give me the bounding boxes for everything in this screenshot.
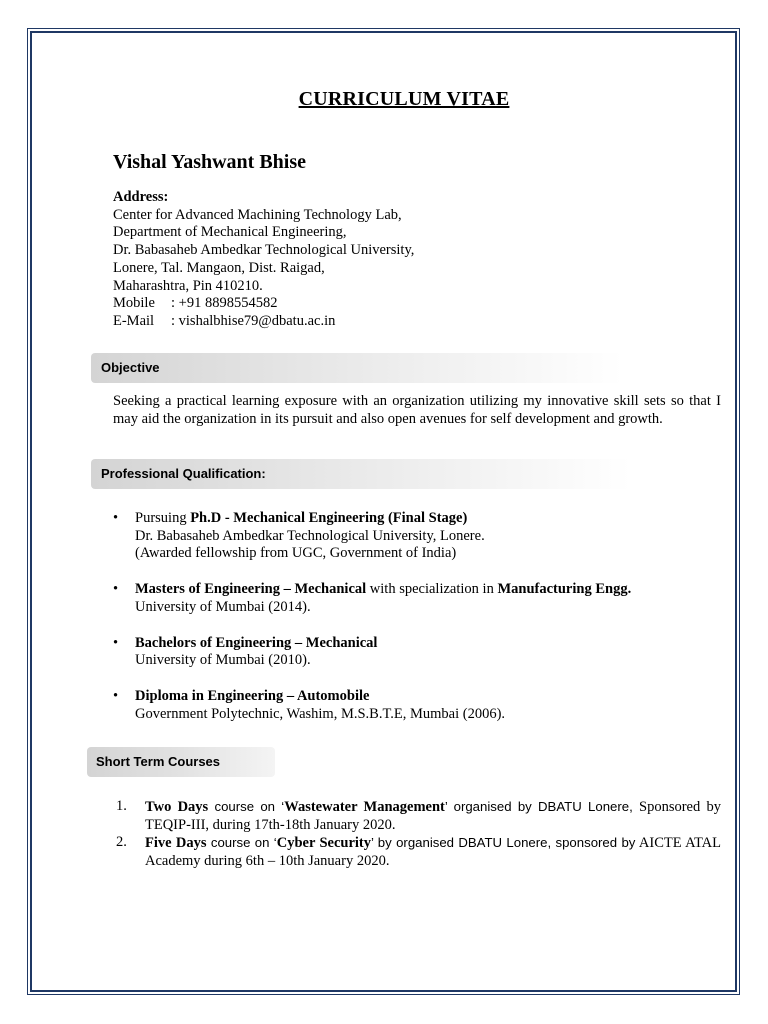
courses-section-bar (87, 747, 275, 777)
address-block (113, 189, 414, 331)
mobile-label: Mobile (113, 295, 155, 312)
qualification-heading: Professional Qualification: (101, 466, 266, 481)
address-heading: Address: (113, 189, 169, 205)
objective-text: Seeking a practical learning exposure with an organization utilizing my innovative skill sets so that I may aid the organization in its pursuit and also open avenues for self development and growth. (113, 393, 721, 427)
qualification-list (113, 510, 723, 741)
qualification-detail: Government Polytechnic, Washim, M.S.B.T.E, Mumbai (2006). (135, 705, 506, 722)
mobile-line (113, 295, 414, 313)
bullet-icon: • (113, 687, 119, 704)
email-line (113, 313, 414, 331)
bullet-icon: • (113, 510, 119, 526)
address-line: Maharashtra, Pin 410210. (113, 277, 263, 294)
course-number: 1. (116, 798, 127, 814)
address-line: Department of Mechanical Engineering, (113, 224, 347, 241)
qualification-item (113, 688, 723, 723)
email-value: : vishalbhise79@dbatu.ac.in (171, 312, 336, 329)
address-line: Lonere, Tal. Mangaon, Dist. Raigad, (113, 259, 325, 276)
qualification-title: Bachelors of Engineering – Mechanical (135, 634, 378, 651)
course-item: 1. Two Days course on ‘Wastewater Management’ organised by DBATU Lonere, Sponsored by TEQIP-III, during 17th-18th January 2020. (116, 798, 721, 833)
qualification-title: Diploma in Engineering – Automobile (135, 687, 370, 704)
course-item: 2. Five Days course on ‘Cyber Security’ by organised DBATU Lonere, sponsored by AICTE ATAL Academy during 6th – 10th January 2020. (116, 834, 721, 870)
qualification-section-bar (91, 459, 631, 489)
email-label: E-Mail (113, 312, 155, 329)
address-line: Center for Advanced Machining Technology Lab, (113, 206, 402, 223)
objective-heading: Objective (101, 360, 160, 375)
document-title: CURRICULUM VITAE (298, 88, 510, 110)
qualification-item (113, 635, 723, 670)
qualification-title: Pursuing Ph.D - Mechanical Engineering (Final Stage) (135, 510, 468, 526)
qualification-detail: University of Mumbai (2014). (135, 598, 311, 615)
qualification-detail: (Awarded fellowship from UGC, Government of India) (135, 545, 457, 562)
objective-section-bar (91, 353, 623, 383)
mobile-value: : +91 8898554582 (171, 295, 278, 312)
courses-heading: Short Term Courses (96, 754, 221, 769)
qualification-detail: Dr. Babasaheb Ambedkar Technological University, Lonere. (135, 527, 485, 544)
courses-list (113, 798, 721, 871)
qualification-item (113, 581, 723, 616)
candidate-name: Vishal Yashwant Bhise (113, 151, 307, 173)
address-line: Dr. Babasaheb Ambedkar Technological University, (113, 242, 415, 259)
qualification-title: Masters of Engineering – Mechanical with specialization in Manufacturing Engg. (135, 581, 632, 598)
qualification-item (113, 510, 723, 563)
bullet-icon: • (113, 634, 119, 651)
qualification-detail: University of Mumbai (2010). (135, 652, 311, 669)
course-number: 2. (116, 834, 127, 851)
bullet-icon: • (113, 581, 119, 598)
